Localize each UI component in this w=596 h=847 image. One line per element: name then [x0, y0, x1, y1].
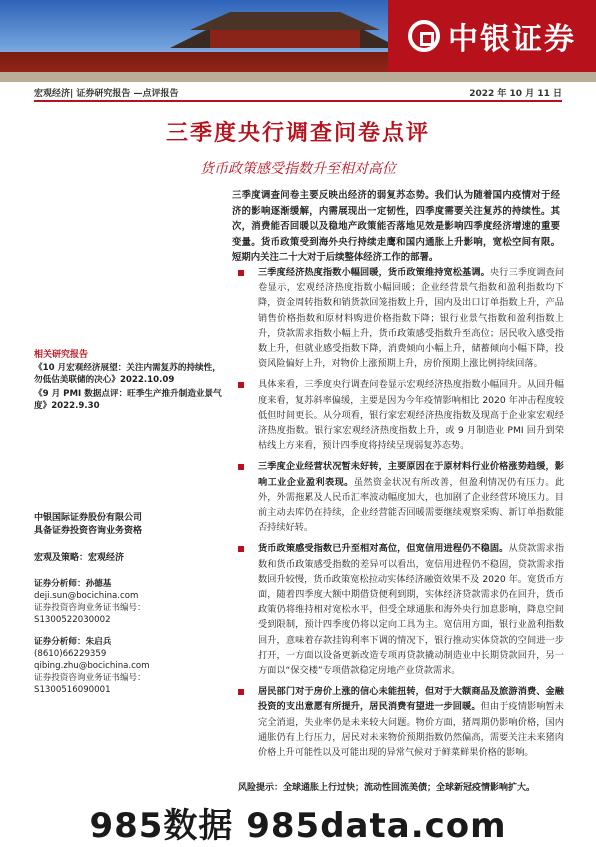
key-point: [238, 459, 564, 535]
bullet-marker: [238, 689, 244, 695]
key-point-body: 具体来看，三季度央行调查问卷显示宏观经济热度指数小幅回升。从回升幅度来看，复苏斜率偏缓，主要是因为今年疫情影响相比 2020 年冲击程度较低但时间更长。从分项看，银行家宏观经济热度指数及现高于企业家宏观经济热度指数。银行家宏观经济热度指数上升，或 9 月制造业 PMI 回升到荣枯线上方来看，预计四季度将持续呈现弱复苏态势。: [258, 379, 564, 452]
header-banner: [0, 0, 596, 82]
key-point-lead: 三季度经济热度指数小幅回暖，货币政策维持宽松基调。: [258, 267, 490, 278]
bullet-marker: [238, 464, 244, 470]
report-category: 宏观经济| 证券研究报告 —点评报告: [34, 89, 179, 99]
bullet-marker: [238, 546, 244, 552]
risk-warning: 风险提示：全球通胀上行过快；流动性回流美债；全球新冠疫情影响扩大。: [238, 783, 536, 793]
report-title: 三季度央行调查问卷点评: [165, 121, 430, 146]
report-subtitle: 货币政策感受指数升至相对高位: [200, 161, 396, 177]
key-point: [238, 541, 564, 678]
key-point-body: 虽然资金状况有所改善，但盈利情况仍有压力。此外，外需拖累及人民币汇率波动幅度加大，也加剧了企业经营环境压力。目前主动去库仍在持续，企业经营能否回暖需要继续观察采购、新订单指数能否持续好转。: [258, 476, 565, 534]
related-report-link[interactable]: 《10 月宏观经济展望：关注内需复苏的持续性，勿低估美联储的决心》2022.10.09: [34, 363, 221, 385]
key-point: [238, 684, 564, 760]
company-qualification: 具备证券投资咨询业务资格: [34, 526, 143, 536]
report-meta-bar: [34, 86, 562, 102]
brand-name: 中银证券: [448, 22, 576, 57]
related-reports-heading: 相关研究报告: [34, 350, 89, 360]
analyst-cert: 证券投资咨询业务证书编号：S1300522030002: [34, 603, 146, 625]
analyst-card: [34, 636, 222, 696]
analyst-card: [34, 578, 222, 626]
report-date: 2022 年 10 月 11 日: [469, 89, 562, 99]
key-point-body: 但由于疫情影响暂未完全消退，失业率仍是未来较大问题。物价方面，猪周期仍影响价格，国内通胀仍有上行压力，居民对未来物价预期指数仍然偏高，需要关注未来猪肉价格上升可能性以及可能出现的异常气候对于鲜菜鲜果价格的影响。: [258, 701, 564, 759]
company-name: 中银国际证券股份有限公司: [34, 513, 143, 523]
related-report-link[interactable]: 《9 月 PMI 数据点评：旺季生产推升制造业景气度》2022.9.30: [34, 389, 222, 411]
analyst-name: 证券分析师：朱启兵: [34, 637, 112, 647]
key-point-lead: 三季度企业经营状况暂未好转，主要原因在于原材料行业价格涨势趋缓，影响工业企业盈利表现。: [258, 461, 564, 488]
analyst-email[interactable]: deji.sun@bocichina.com: [34, 591, 139, 601]
analyst-cert: 证券投资咨询业务证书编号：S1300516090001: [34, 673, 146, 695]
key-point-body: 央行三季度调查问卷显示，宏观经济热度指数小幅回暖；企业经营景气指数和盈利指数均下降，资金周转指数和销货款回笼指数上升，国内及出口订单指数上升，产品销售价格指数和原材料购进价格指数下降；银行业景气指数和盈利指数上升，贷款需求指数小幅上升，货币政策感受指数升至高位；居民收入感受指数上升，但就业感受指数下降，消费倾向小幅上升，储蓄倾向小幅下降，投资风险偏好上升，对物价上涨预期上升，房价预期上涨比例持续回落。: [258, 267, 565, 370]
palace-roof-illustration: [170, 10, 400, 50]
key-points: [238, 265, 564, 766]
bullet-marker: [238, 382, 244, 388]
company-info: [34, 512, 222, 538]
related-reports-list: [34, 362, 222, 414]
palace-steps: [0, 72, 596, 82]
analyst-email[interactable]: qibing.zhu@bocichina.com: [34, 661, 150, 671]
bullet-marker: [238, 270, 244, 276]
watermark: 985数据 985data.com: [89, 806, 507, 846]
brand-logo: [388, 0, 596, 72]
summary-paragraph: 三季度调查问卷主要反映出经济的弱复苏态势。我们认为随着国内疫情对于经济的影响逐渐缓解，内需展现出一定韧性，四季度需要关注复苏的持续性。其次，消费能否回暖以及稳地产政策能否落地见效是影响四季度经济增速的重要变量。货币政策受到海外央行持续走鹰和国内通胀上升影响，宽松空间有限。短期内关注二十大对于后续整体经济工作的部署。: [232, 190, 560, 264]
sector-label: 宏观及策略：宏观经济: [34, 553, 125, 563]
key-point-lead: 货币政策感受指数已升至相对高位，但宽信用进程仍不稳固。: [258, 543, 509, 555]
analyst-phone: (8610)66229359: [34, 649, 107, 659]
key-point-body: 从贷款需求指数和货币政策感受指数的差异可以看出，宽信用进程仍不稳固，贷款需求指数回升较慢，货币政策宽松拉动实体经济融资效果不及 2020 年。宽货币方面，随着四季度大额中期借贷便利到期，实体经济贷款需求仍在回升，货币政策仍将维持相对宽松水平，但受全球通胀和海外央行加息影响，降息空间受到限制，预计四季度仍将以定向工具为主。宽信用方面，银行业盈利指数回升，意味着存款挂钩利率下调的情况下，银行推动实体贷款的空间进一步打开，一方面以设备更新改造专项再贷款撬动制造业中长期贷款回升，另一方面以“保交楼”专项借款稳定房地产业贷款需求。: [258, 543, 565, 677]
analyst-name: 证券分析师：孙德基: [34, 579, 112, 589]
key-point-lead: 居民部门对于房价上涨的信心未能扭转，但对于大额商品及旅游消费、金融投资的支出意愿有所提升，居民消费有望进一步回暖。: [258, 686, 564, 713]
boc-logo-icon: [408, 20, 440, 52]
key-point: [238, 265, 564, 371]
key-point: [238, 377, 564, 453]
